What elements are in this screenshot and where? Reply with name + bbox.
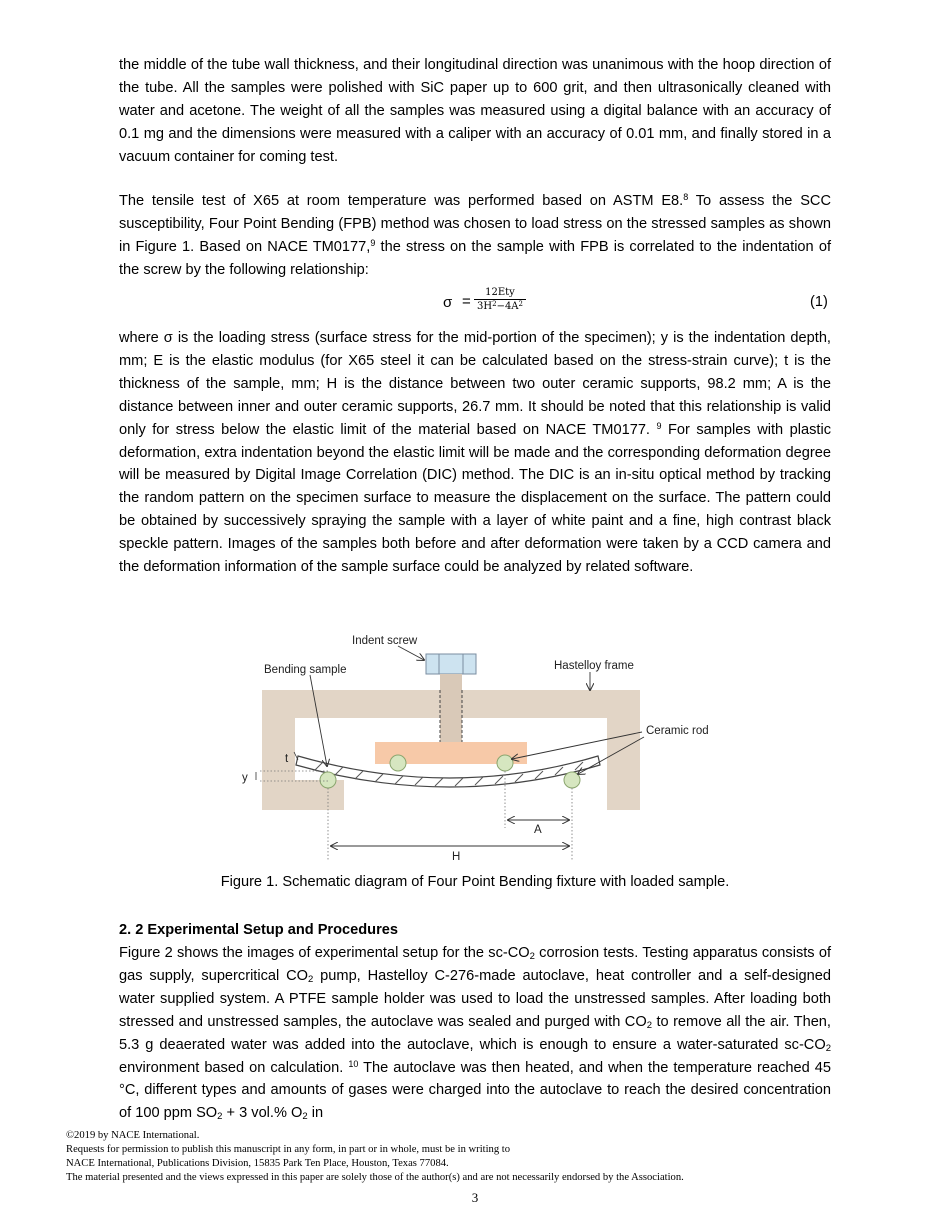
co2-subscript: 2 [825,1042,831,1054]
label-hastelloy-frame: Hastelloy frame [554,660,634,672]
denominator-exp-2: 2 [518,300,523,308]
equation-denominator [472,300,528,312]
paragraph-4-s1: Figure 2 shows the images of experimental setup for the sc-CO [119,945,530,961]
paragraph-3-text-a: where σ is the loading stress (surface stress for the mid-portion of the specimen); y is the indentation depth, mm; E is the elastic modulus (for X65 steel it can be calculated based on the stress-strain curve); t is the thickness of the sample, mm; H is the distance between two outer ceramic supports, 98.2 mm; A is the distance between inner and outer ceramic supports, 26.7 mm. It should be noted that this relationship is valid only for stress below the elastic limit of the material based on NACE TM0177. [119,330,831,438]
equation-1 [0,285,950,323]
screw-head [426,654,476,674]
co2-subscript: 2 [646,1019,652,1031]
reference-9b: 9 [656,420,662,431]
footer-disclaimer: The material presented and the views expressed in this paper are solely those of the author(s) and are not necessarily endorsed by the Association. [66,1172,684,1183]
paragraph-4-s2: corrosion tests. Testing apparatus consists of gas supply, supercritical CO [119,945,832,984]
label-h: H [452,851,461,863]
equation-number: (1) [810,294,828,310]
reference-10: 10 [348,1058,359,1069]
paragraph-equation-explanation [119,327,831,579]
section-heading: 2. 2 Experimental Setup and Procedures [119,922,398,938]
label-a: A [534,824,542,836]
label-y: y [242,772,248,784]
screw-shaft [440,674,462,742]
label-indent-screw: Indent screw [352,635,418,647]
fpb-diagram [230,628,720,868]
paragraph-4-s3: pump, Hastelloy C-276-made autoclave, heat controller and a self-designed water supplied system. A PTFE sample holder was used to load the unstressed samples. After loading both stressed and unstressed samples, the autoclave was sealed and purged with CO [119,967,831,1030]
denominator-exp-1: 2 [492,300,497,308]
label-t: t [285,753,289,765]
paragraph-3-text-b: For samples with plastic deformation, extra indentation beyond the elastic limit will be made and the corresponding deformation degree will be measured by Digital Image Correlation (DIC) method. The DIC is an in-situ optical method by tracking the random pattern on the specimen surface to measure the displacement on the surface. The pattern could be obtained by successively spraying the sample with a layer of white paint and a fine, high contrast black speckle pattern. Images of the samples both before and after deformation were taken by a CCD camera and the deformation information of the sample surface could be analyzed by related software. [119,421,831,576]
paragraph-2-text-a: The tensile test of X65 at room temperature was performed based on ASTM E8. [119,193,684,209]
footer-copyright: ©2019 by NACE International. [66,1130,200,1141]
co2-subscript: 2 [529,951,535,962]
label-bending-sample: Bending sample [264,664,347,676]
co2-subscript: 2 [308,973,314,985]
paragraph-4-s8: in [307,1105,324,1122]
denominator-term-1: 3H [477,301,493,312]
figure-1-fpb-schematic [230,628,720,868]
footer-address: NACE International, Publications Division, 15835 Park Ten Place, Houston, Texas 77084. [66,1158,449,1169]
paragraph-4-s7: + 3 vol.% O [222,1105,303,1122]
reference-9: 9 [370,237,376,248]
page-number: 3 [471,1190,479,1205]
outer-ceramic-rod-left [320,772,336,788]
denominator-term-2: −4A [496,301,519,312]
reference-8: 8 [683,192,689,202]
equation-lhs: σ [443,294,453,311]
paragraph-2-text-b: To assess the SCC susceptibility, Four Point Bending (FPB) method was chosen to load stress on the stressed samples as shown in Figure 1. Based on NACE TM0177, [119,193,832,255]
paragraph-tensile-test [119,190,831,282]
o2-subscript: 2 [302,1111,308,1123]
page-footer [66,1129,886,1185]
paragraph-4-s5: environment based on calculation. [119,1059,349,1076]
inner-ceramic-rod-right [497,755,513,771]
indent-screw-arrow [398,646,424,660]
equation-fraction [472,287,528,312]
paragraph-4-s6: The autoclave was then heated, and when the temperature reached 45 °C, different types and amounts of gases were charged into the autoclave to reach the desired concentration of 100 ppm SO [119,1059,831,1122]
equation-equals: = [462,293,471,310]
so2-subscript: 2 [217,1111,223,1123]
paragraph-experimental-setup [119,942,831,1125]
outer-ceramic-rod-right [564,772,580,788]
bending-sample-arrow [310,675,327,766]
paragraph-sample-preparation: the middle of the tube wall thickness, and their longitudinal direction was unanimous with the hoop direction of the tube. All the samples were polished with SiC paper up to 600 grit, and then ultrasonically cleaned with water and acetone. The weight of all the samples was measured using a digital balance with an accuracy of 0.1 mg and the dimensions were measured with a caliper with an accuracy of 0.01 mm, and finally stored in a vacuum container for coming test. [119,57,831,165]
footer-permission: Requests for permission to publish this manuscript in any form, in part or in whole, must be in writing to [66,1144,511,1155]
label-ceramic-rod: Ceramic rod [646,725,709,737]
inner-ceramic-rod-left [390,755,406,771]
equation-numerator: 12Ety [485,287,515,298]
figure-1-caption: Figure 1. Schematic diagram of Four Point Bending fixture with loaded sample. [220,874,730,890]
paragraph-2-text-c: the stress on the sample with FPB is correlated to the indentation of the screw by the following relationship: [119,238,831,278]
paragraph-4-s4: to remove all the air. Then, 5.3 g deaerated water was added into the autoclave, which is enough to ensure a water-saturated sc-CO [119,1013,831,1053]
